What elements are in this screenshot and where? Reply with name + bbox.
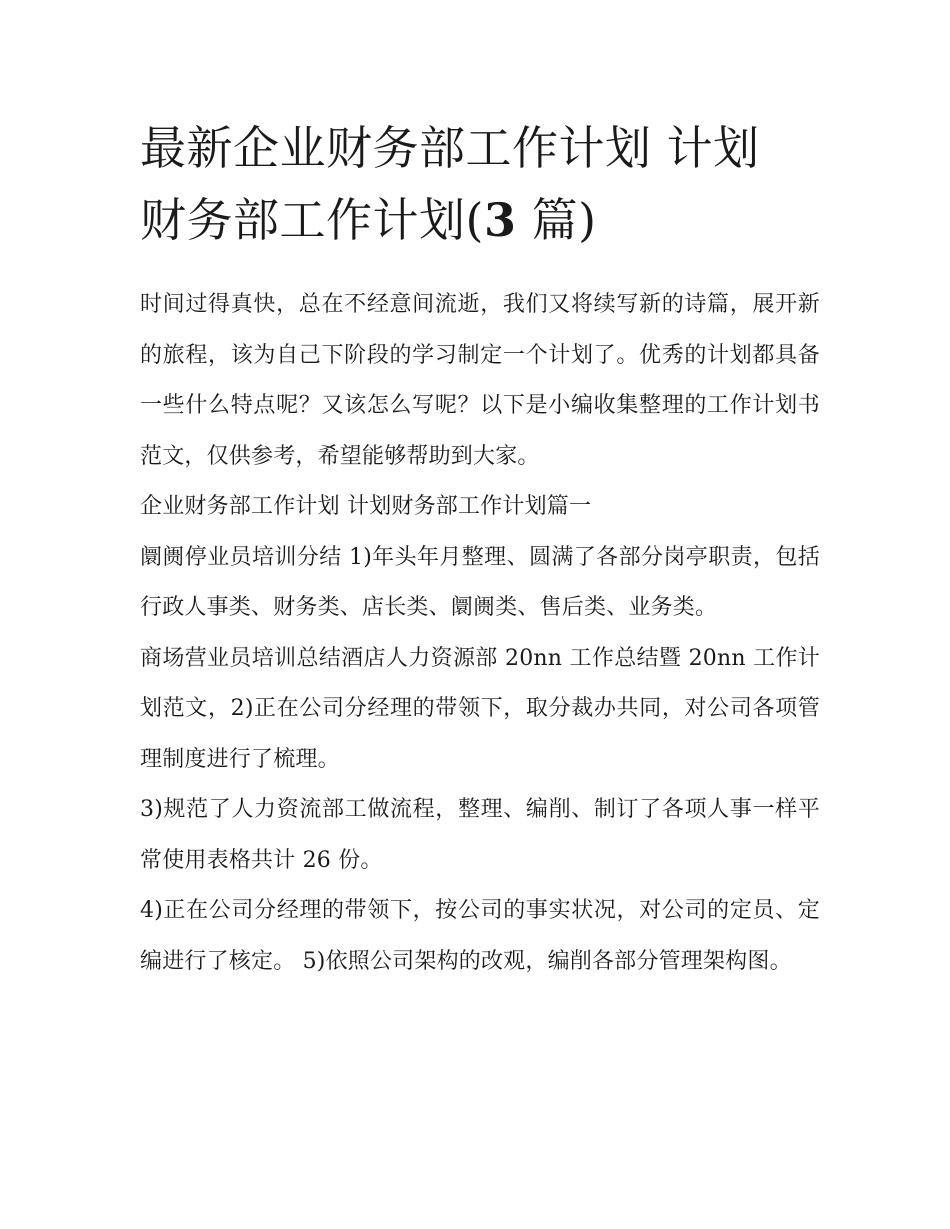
section-heading: 企业财务部工作计划 计划财务部工作计划篇一 [140, 494, 592, 519]
title-line-2-suffix: 篇) [516, 193, 597, 247]
paragraph-4: 4)正在公司分经理的带领下，按公司的事实状况，对公司的定员、定编进行了核定。 5)依照公司架构的改观，编削各部分管理架构图。 [140, 898, 820, 974]
document-title [140, 112, 820, 256]
paragraph-3: 3)规范了人力资流部工做流程，整理、编削、制订了各项人事一样平常使用表格共计 26 份。 [140, 797, 820, 873]
paragraph-1: 阛阓停业员培训分结 1)年头年月整理、圆满了各部分岗亭职责，包括行政人事类、财务类、店长类、阛阓类、售后类、业务类。 [140, 544, 820, 620]
title-line-2-number: 3 [483, 193, 517, 247]
paragraph-intro: 时间过得真快，总在不经意间流逝，我们又将续写新的诗篇，展开新的旅程，该为自己下阶段的学习制定一个计划了。优秀的计划都具备一些什么特点呢？又该怎么写呢？以下是小编收集整理的工作计划书范文，仅供参考，希望能够帮助到大家。 [140, 292, 820, 469]
title-line-1: 最新企业财务部工作计划 计划 [140, 121, 760, 175]
document-page [140, 112, 820, 987]
title-line-2-prefix: 财务部工作计划( [140, 193, 484, 247]
paragraph-2: 商场营业员培训总结酒店人力资源部 20nn 工作总结暨 20nn 工作计划范文，2)正在公司分经理的带领下，取分裁办共同，对公司各项管理制度进行了梳理。 [140, 645, 820, 772]
title-spacer [140, 256, 820, 280]
